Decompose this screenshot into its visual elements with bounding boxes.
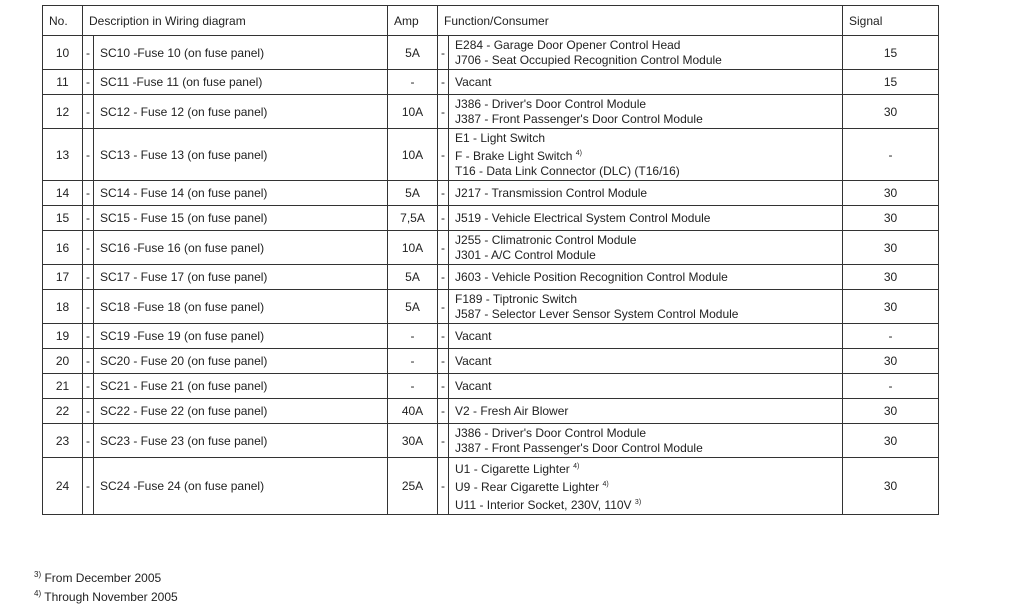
header-amp: Amp [388,6,438,36]
row-number: 18 [43,290,83,324]
fuse-table-container [42,5,938,515]
footnote-mark: 3) [34,570,42,579]
header-description: Description in Wiring diagram [83,6,388,36]
row-number: 11 [43,70,83,95]
row-number: 16 [43,231,83,265]
row-number: 21 [43,374,83,399]
table-row [43,374,939,399]
function-line: V2 - Fresh Air Blower [455,403,569,418]
row-amp: 40A [388,399,438,424]
table-body [43,36,939,515]
row-amp: 10A [388,231,438,265]
row-signal: - [843,374,939,399]
table-row [43,70,939,95]
row-signal: 30 [843,399,939,424]
table-row [43,399,939,424]
row-number: 19 [43,324,83,349]
row-separator: - [438,349,449,374]
row-function [449,399,843,424]
row-description: SC20 - Fuse 20 (on fuse panel) [94,349,388,374]
row-separator: - [83,349,94,374]
footnote [34,586,178,605]
row-separator: - [83,424,94,458]
footnote-ref: 4) [573,463,580,470]
row-signal: 30 [843,231,939,265]
row-function [449,36,843,70]
row-number: 20 [43,349,83,374]
row-amp: 5A [388,265,438,290]
function-line: U9 - Rear Cigarette Lighter $^{4)}$ [455,480,609,494]
row-signal: 15 [843,36,939,70]
row-function [449,349,843,374]
row-description: SC19 -Fuse 19 (on fuse panel) [94,324,388,349]
function-line: Vacant [455,353,492,368]
footnote-ref: 4) [602,481,609,488]
row-separator: - [438,129,449,181]
row-amp: 25A [388,458,438,515]
function-line: Vacant [455,74,492,89]
row-separator: - [83,181,94,206]
row-separator: - [83,95,94,129]
row-function [449,206,843,231]
header-function: Function/Consumer [438,6,843,36]
row-signal: 30 [843,458,939,515]
row-description: SC17 - Fuse 17 (on fuse panel) [94,265,388,290]
row-separator: - [83,458,94,515]
function-line: J386 - Driver's Door Control Module [455,96,647,111]
row-separator: - [83,36,94,70]
row-description: SC22 - Fuse 22 (on fuse panel) [94,399,388,424]
row-function [449,290,843,324]
row-amp: - [388,349,438,374]
row-number: 10 [43,36,83,70]
row-separator: - [83,290,94,324]
row-separator: - [438,95,449,129]
row-separator: - [83,374,94,399]
row-amp: 10A [388,129,438,181]
function-line: J217 - Transmission Control Module [455,185,648,200]
row-amp: 5A [388,36,438,70]
row-separator: - [438,181,449,206]
function-line: J255 - Climatronic Control Module [455,232,637,247]
table-row [43,424,939,458]
row-signal: 30 [843,290,939,324]
row-number: 13 [43,129,83,181]
function-line: J301 - A/C Control Module [455,247,596,262]
row-description: SC23 - Fuse 23 (on fuse panel) [94,424,388,458]
row-signal: 30 [843,349,939,374]
row-function [449,129,843,181]
row-function [449,458,843,515]
function-line: J386 - Driver's Door Control Module [455,425,647,440]
function-line: U11 - Interior Socket, 230V, 110V $^{3)}$ [455,498,642,512]
function-line: J387 - Front Passenger's Door Control Module [455,440,703,455]
row-function [449,374,843,399]
row-separator: - [83,129,94,181]
row-separator: - [438,324,449,349]
row-separator: - [438,265,449,290]
row-signal: 30 [843,95,939,129]
footnote-ref: 3) [634,499,642,506]
footnote-ref: 4) [575,149,582,157]
row-separator: - [438,399,449,424]
row-separator: - [438,231,449,265]
row-separator: - [438,424,449,458]
row-signal: - [843,324,939,349]
row-description: SC16 -Fuse 16 (on fuse panel) [94,231,388,265]
table-header-row [43,6,939,36]
footnote-text: From December 2005 [44,571,162,585]
row-separator: - [438,36,449,70]
row-number: 22 [43,399,83,424]
row-description: SC24 -Fuse 24 (on fuse panel) [94,458,388,515]
row-function [449,265,843,290]
row-amp: 7,5A [388,206,438,231]
function-line: J587 - Selector Lever Sensor System Control Module [455,306,739,321]
row-function [449,70,843,95]
table-row [43,349,939,374]
row-number: 15 [43,206,83,231]
row-function [449,424,843,458]
row-number: 24 [43,458,83,515]
row-description: SC10 -Fuse 10 (on fuse panel) [94,36,388,70]
row-amp: 10A [388,95,438,129]
footnotes [34,567,178,605]
row-function [449,231,843,265]
function-line: F189 - Tiptronic Switch [455,291,578,306]
function-line: E1 - Light Switch [455,130,546,145]
row-separator: - [83,265,94,290]
table-row [43,458,939,515]
row-description: SC11 -Fuse 11 (on fuse panel) [94,70,388,95]
row-description: SC14 - Fuse 14 (on fuse panel) [94,181,388,206]
row-signal: 30 [843,424,939,458]
row-separator: - [438,458,449,515]
row-signal: 30 [843,181,939,206]
row-description: SC21 - Fuse 21 (on fuse panel) [94,374,388,399]
function-line: J519 - Vehicle Electrical System Control Module [455,210,711,225]
row-description: SC18 -Fuse 18 (on fuse panel) [94,290,388,324]
row-amp: - [388,374,438,399]
row-function [449,324,843,349]
function-line: Vacant [455,328,492,343]
table-row [43,231,939,265]
row-number: 17 [43,265,83,290]
table-row [43,36,939,70]
table-row [43,324,939,349]
row-number: 23 [43,424,83,458]
row-separator: - [83,70,94,95]
row-separator: - [83,324,94,349]
row-description: SC13 - Fuse 13 (on fuse panel) [94,129,388,181]
footnote-text: Through November 2005 [44,590,178,604]
header-no: No. [43,6,83,36]
table-row [43,290,939,324]
table-row [43,265,939,290]
row-amp: - [388,70,438,95]
function-line: F - Brake Light Switch $^{4)}$ [455,148,582,163]
footnote-mark: 4) [34,589,42,598]
row-function [449,95,843,129]
function-line: U1 - Cigarette Lighter $^{4)}$ [455,462,580,476]
row-description: SC12 - Fuse 12 (on fuse panel) [94,95,388,129]
row-signal: 15 [843,70,939,95]
function-line: J706 - Seat Occupied Recognition Control Module [455,52,722,67]
row-separator: - [438,290,449,324]
function-line: Vacant [455,378,492,393]
header-signal: Signal [843,6,939,36]
table-row [43,206,939,231]
table-row [43,181,939,206]
row-signal: 30 [843,265,939,290]
function-line: J603 - Vehicle Position Recognition Control Module [455,269,728,284]
footnote [34,567,178,586]
function-line: J387 - Front Passenger's Door Control Module [455,111,703,126]
row-separator: - [83,231,94,265]
row-amp: - [388,324,438,349]
function-line: E284 - Garage Door Opener Control Head [455,37,681,52]
row-number: 12 [43,95,83,129]
row-signal: - [843,129,939,181]
fuse-table [42,5,939,515]
function-line: T16 - Data Link Connector (DLC) (T16/16) [455,163,680,178]
table-row [43,95,939,129]
row-amp: 5A [388,290,438,324]
row-description: SC15 - Fuse 15 (on fuse panel) [94,206,388,231]
table-row [43,129,939,181]
row-separator: - [83,206,94,231]
row-separator: - [83,399,94,424]
row-amp: 30A [388,424,438,458]
row-separator: - [438,70,449,95]
row-amp: 5A [388,181,438,206]
row-number: 14 [43,181,83,206]
row-separator: - [438,374,449,399]
row-separator: - [438,206,449,231]
row-function [449,181,843,206]
row-signal: 30 [843,206,939,231]
